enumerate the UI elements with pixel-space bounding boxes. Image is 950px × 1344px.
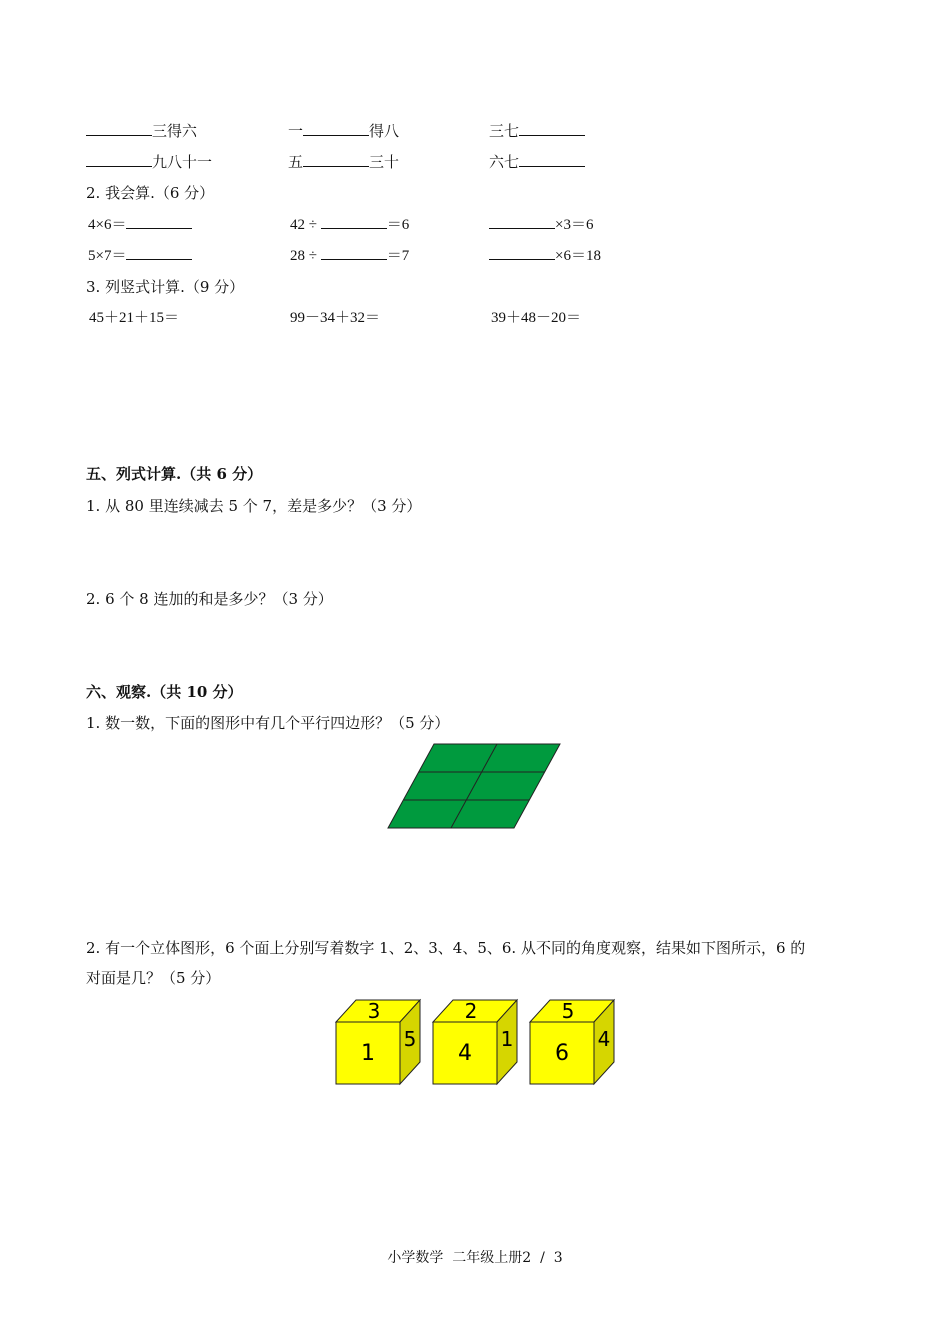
- cube-top-number: 5: [561, 999, 575, 1023]
- expr-text: 42 ÷: [290, 217, 317, 233]
- expr-text: ×6＝18: [555, 248, 601, 264]
- mult-text: 三十: [369, 153, 400, 171]
- mult-text: 三得六: [152, 122, 198, 140]
- mult-row-1-col-2: [288, 121, 399, 141]
- mult-row-2-col-2: [288, 152, 399, 172]
- answer-blank[interactable]: [489, 245, 555, 260]
- answer-blank[interactable]: [519, 152, 585, 167]
- answer-blank[interactable]: [303, 121, 369, 136]
- cube-right-number: 4: [597, 1027, 611, 1051]
- q3-title: 3. 列竖式计算.（9 分）: [86, 278, 245, 296]
- cube-front-number: 4: [458, 1041, 472, 1066]
- q2-row-2-c: [489, 245, 601, 266]
- mult-text: 三七: [489, 122, 520, 140]
- q2-row-1-b: [290, 214, 409, 235]
- mult-text: 五: [288, 153, 304, 171]
- q3-item-1: 45＋21＋15＝: [89, 310, 180, 326]
- mult-row-1-col-3: [489, 121, 585, 141]
- mult-row-2-col-3: [489, 152, 585, 172]
- section6-heading: 六、观察.（共 10 分）: [86, 683, 243, 701]
- expr-text: 4×6＝: [88, 217, 127, 233]
- q2-row-1-c: [489, 214, 593, 235]
- cube-right-number: 1: [500, 1027, 514, 1051]
- answer-blank[interactable]: [321, 214, 387, 229]
- cube-front-number: 6: [555, 1041, 569, 1066]
- parallelogram-figure: [386, 742, 564, 830]
- section5-q2: 2. 6 个 8 连加的和是多少？（3 分）: [86, 590, 333, 608]
- cube-front-number: 1: [361, 1041, 375, 1066]
- expr-text: 28 ÷: [290, 248, 317, 264]
- section6-q1: 1. 数一数，下面的图形中有几个平行四边形？（5 分）: [86, 714, 450, 732]
- q2-row-1-a: [88, 214, 192, 235]
- section6-q2-line2: 对面是几？（5 分）: [86, 969, 221, 987]
- mult-text: 六七: [489, 153, 520, 171]
- cube-1: [334, 998, 422, 1086]
- cube-right-number: 5: [403, 1027, 417, 1051]
- expr-text: ＝6: [386, 217, 410, 233]
- q2-row-2-a: [88, 245, 192, 266]
- mult-text: 九八十一: [152, 153, 213, 171]
- answer-blank[interactable]: [86, 121, 152, 136]
- expr-text: ×3＝6: [555, 217, 594, 233]
- expr-text: ＝7: [386, 248, 410, 264]
- expr-text: 5×7＝: [88, 248, 127, 264]
- mult-text: 得八: [369, 122, 400, 140]
- answer-blank[interactable]: [86, 152, 152, 167]
- cube-3: [528, 998, 616, 1086]
- section5-q1: 1. 从 80 里连续减去 5 个 7，差是多少？（3 分）: [86, 497, 422, 515]
- mult-row-1-col-1: [86, 121, 197, 141]
- mult-row-2-col-1: [86, 152, 212, 172]
- q3-item-2: 99－34＋32＝: [290, 310, 381, 326]
- q2-title: 2. 我会算.（6 分）: [86, 184, 215, 202]
- cube-2: [431, 998, 519, 1086]
- cube-top-number: 2: [464, 999, 478, 1023]
- q3-item-3: 39＋48－20＝: [491, 310, 582, 326]
- cube-top-number: 3: [367, 999, 381, 1023]
- section5-heading: 五、列式计算.（共 6 分）: [86, 465, 263, 483]
- answer-blank[interactable]: [126, 214, 192, 229]
- answer-blank[interactable]: [489, 214, 555, 229]
- answer-blank[interactable]: [519, 121, 585, 136]
- mult-text: 一: [288, 122, 304, 140]
- page-footer: 小学数学 二年级上册2 / 3: [387, 1250, 563, 1266]
- answer-blank[interactable]: [126, 245, 192, 260]
- q2-row-2-b: [290, 245, 409, 266]
- section6-q2-line1: 2. 有一个立体图形，6 个面上分别写着数字 1、2、3、4、5、6. 从不同的角度观察，结果如下图所示，6 的: [86, 939, 806, 957]
- answer-blank[interactable]: [321, 245, 387, 260]
- answer-blank[interactable]: [303, 152, 369, 167]
